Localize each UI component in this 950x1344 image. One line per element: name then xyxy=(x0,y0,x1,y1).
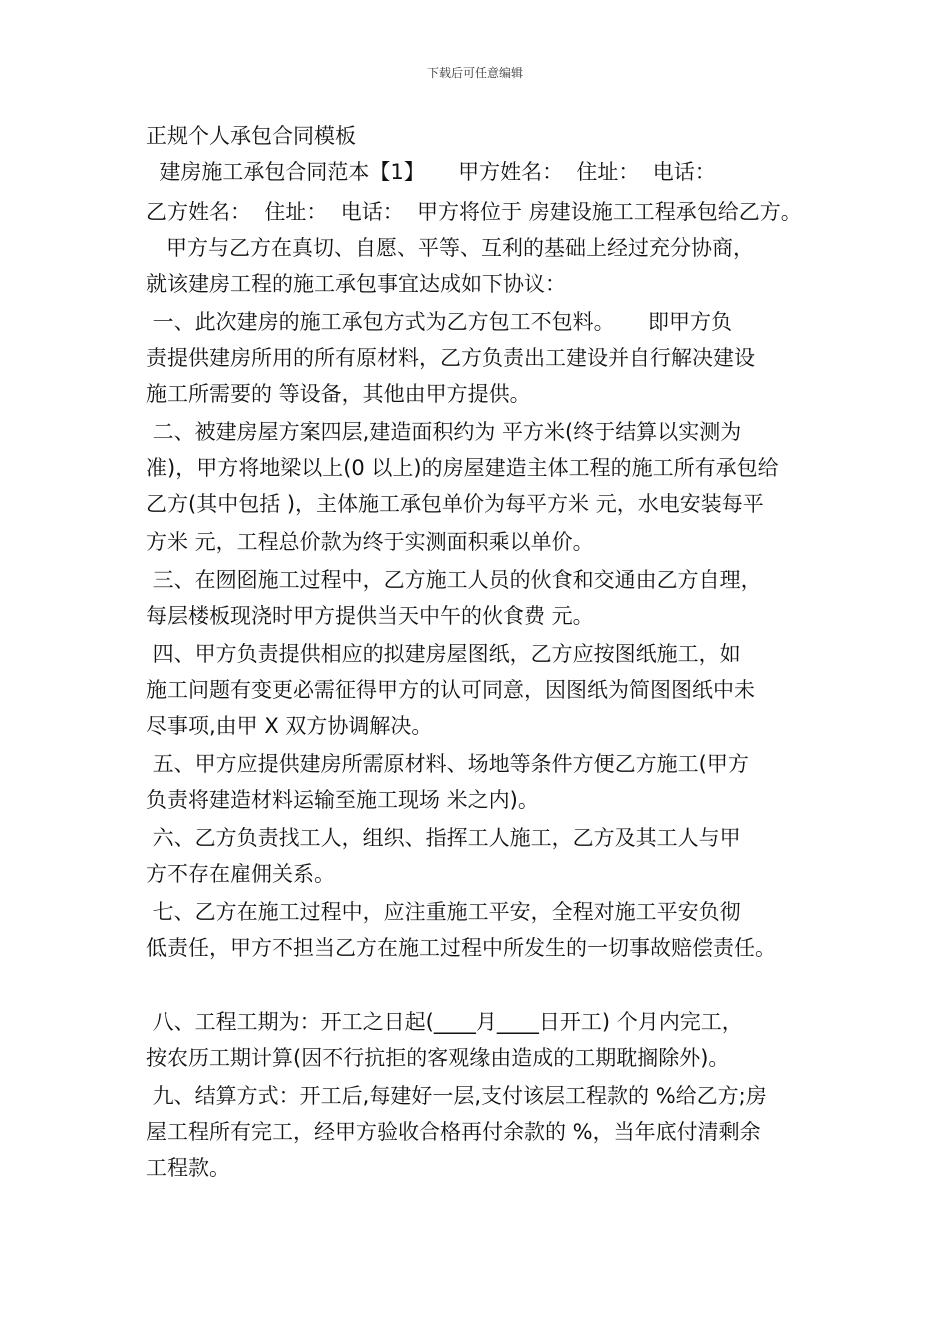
paragraph-line: 责提供建房所用的所有原材料，乙方负责出工建设并自行解决建设 xyxy=(146,346,755,370)
paragraph-line: 按农历工期计算(因不行抗拒的客观缘由造成的工期耽搁除外)。 xyxy=(146,1046,730,1070)
paragraph-line: 每层楼板现浇时甲方提供当天中午的伙食费 元。 xyxy=(146,604,594,628)
paragraph-line: 一、此次建房的施工承包方式为乙方包工不包料。 即甲方负 xyxy=(146,310,733,334)
paragraph-line: 三、在囫囵施工过程中，乙方施工人员的伙食和交通由乙方自理， xyxy=(146,568,762,592)
paragraph-line: 屋工程所有完工，经甲方验收合格再付余款的 %，当年底付清剩余 xyxy=(146,1120,761,1144)
document-title: 正规个人承包合同模板 xyxy=(146,124,356,148)
paragraph-line: 低责任，甲方不担当乙方在施工过程中所发生的一切事故赔偿责任。 xyxy=(146,936,776,960)
paragraph-line: 甲方与乙方在真切、自愿、平等、互利的基础上经过充分协商， xyxy=(146,236,755,260)
paragraph-line: 施工所需要的 等设备，其他由甲方提供。 xyxy=(146,382,531,406)
paragraph-line: 准)，甲方将地梁以上(0 以上)的房屋建造主体工程的施工所有承包给 xyxy=(146,456,779,480)
paragraph-line: 四、甲方负责提供相应的拟建房屋图纸，乙方应按图纸施工，如 xyxy=(146,642,741,666)
paragraph-line: 二、被建房屋方案四层,建造面积约为 平方米(终于结算以实测为 xyxy=(146,420,742,444)
paragraph-line: 工程款。 xyxy=(146,1156,230,1180)
paragraph-line: 方米 元，工程总价款为终于实测面积乘以单价。 xyxy=(146,530,594,554)
paragraph-line: 施工问题有变更必需征得甲方的认可同意，因图纸为简图图纸中未 xyxy=(146,678,755,702)
paragraph-line: 建房施工承包合同范本【1】 甲方姓名： 住址： 电话： xyxy=(146,160,716,184)
paragraph-line: 方不存在雇佣关系。 xyxy=(146,862,335,886)
paragraph-line: 七、乙方在施工过程中，应注重施工平安，全程对施工平安负彻 xyxy=(146,900,741,924)
paragraph-line: 就该建房工程的施工承包事宜达成如下协议： xyxy=(146,272,566,296)
paragraph-line: 乙方(其中包括 )，主体施工承包单价为每平方米 元，水电安装每平 xyxy=(146,492,764,516)
page-header: 下载后可任意编辑 xyxy=(426,66,523,80)
paragraph-line: 负责将建造材料运输至施工现场 米之内)。 xyxy=(146,788,539,812)
paragraph-line: 乙方姓名： 住址： 电话： 甲方将位于 房建设施工工程承包给乙方。 xyxy=(146,200,802,224)
paragraph-line: 八、工程工期为：开工之日起(____月____日开工) 个月内完工， xyxy=(146,1010,743,1034)
paragraph-line: 六、乙方负责找工人，组织、指挥工人施工，乙方及其工人与甲 xyxy=(146,826,741,850)
paragraph-line: 九、结算方式：开工后,每建好一层,支付该层工程款的 %给乙方;房 xyxy=(146,1084,767,1108)
paragraph-line: 五、甲方应提供建房所需原材料、场地等条件方便乙方施工(甲方 xyxy=(146,752,749,776)
paragraph-line: 尽事项,由甲 X 双方协调解决。 xyxy=(146,714,433,738)
